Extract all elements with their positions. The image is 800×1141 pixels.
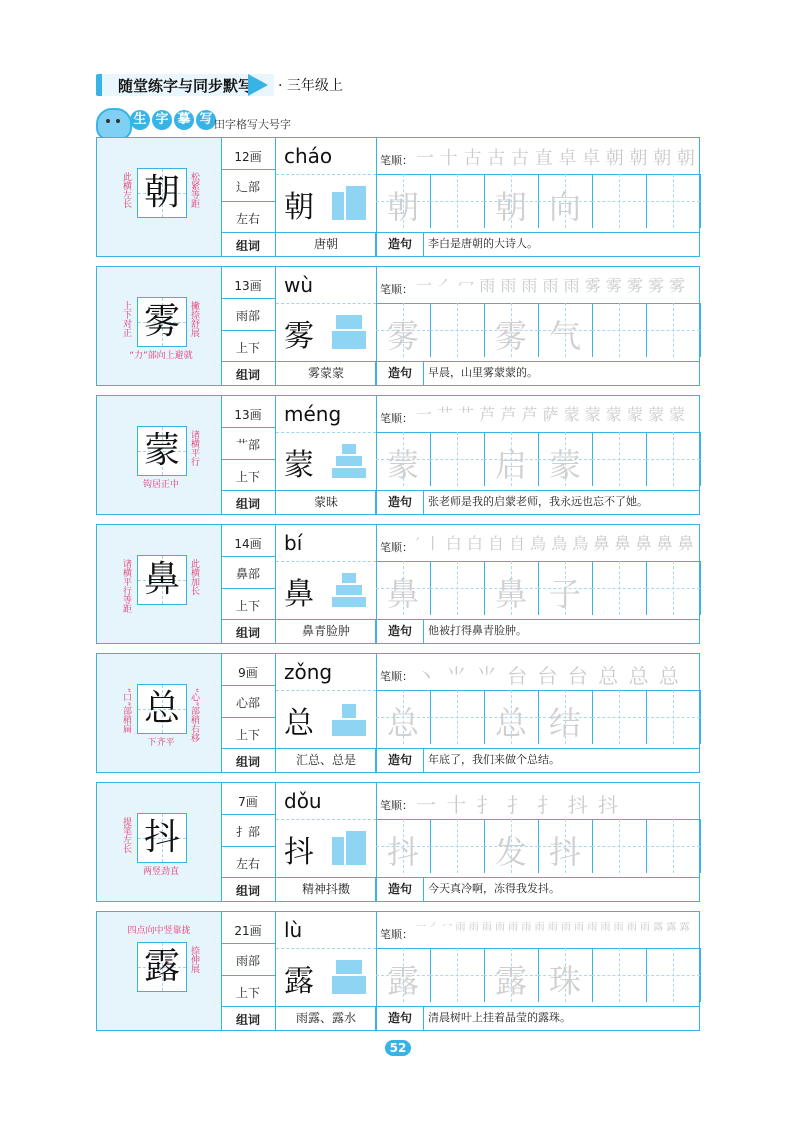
character-card <box>96 266 700 386</box>
writing-tip: 此横加长 <box>189 559 199 595</box>
pinyin: méng <box>284 402 342 426</box>
pinyin: bí <box>284 531 303 555</box>
practice-cell[interactable] <box>646 819 701 873</box>
character-card <box>96 395 700 515</box>
sentence: 年底了，我们来做个总结。 <box>423 749 698 773</box>
book-title: 随堂练字与同步默写 <box>118 77 254 95</box>
stroke-count: 7画 <box>238 795 258 809</box>
trace-char: 总 <box>387 704 420 742</box>
big-character: 露 <box>143 946 180 987</box>
structure: 上下 <box>235 986 260 1000</box>
structure-diagram <box>332 186 366 220</box>
trace-char: 雾 <box>495 317 528 355</box>
word-label: 组词 <box>235 239 260 253</box>
structure: 上下 <box>235 728 260 742</box>
tianzige-box <box>137 555 187 605</box>
section-subtitle: 田字格写大号字 <box>214 118 291 131</box>
char-display <box>97 912 222 1030</box>
stroke-count: 14画 <box>234 537 262 551</box>
model-character: 鼻 <box>284 577 314 612</box>
practice-cell[interactable] <box>646 303 701 357</box>
radical: 心部 <box>235 696 260 710</box>
structure: 上下 <box>235 470 260 484</box>
header-arrow <box>248 74 268 96</box>
practice-cell[interactable] <box>646 948 701 1002</box>
tianzige-box <box>137 297 187 347</box>
word-label: 组词 <box>235 1013 260 1027</box>
character-card <box>96 782 700 902</box>
sentence: 李白是唐朝的大诗人。 <box>423 233 698 257</box>
stroke-order-label: 笔顺： <box>380 412 413 425</box>
radical: 雨部 <box>235 309 260 323</box>
trace-char: 露 <box>387 962 420 1000</box>
tianzige-box <box>137 942 187 992</box>
pinyin-area <box>276 138 376 175</box>
stroke-count: 12画 <box>234 150 262 164</box>
practice-grid <box>376 690 700 744</box>
stroke-count: 21画 <box>234 924 262 938</box>
pinyin: dǒu <box>284 789 322 813</box>
writing-tip: 诸横平行等距 <box>121 559 131 613</box>
radical: 艹部 <box>235 438 260 452</box>
trace-char: 向 <box>549 188 582 226</box>
word-row <box>221 232 699 257</box>
stroke-order: ′ 丨 白 白 自 自 鳥 鳥 鳥 鼻 鼻 鼻 鼻 鼻 <box>416 534 694 553</box>
tianzige-box <box>137 168 187 218</box>
stroke-order: 丶 ⺌ ⺌ 台 台 台 总 总 总 <box>416 664 681 688</box>
radical: ⻌部 <box>235 180 260 194</box>
word: 雨露、露水 <box>275 1007 376 1027</box>
character-card <box>96 524 700 644</box>
big-character: 鼻 <box>143 559 180 600</box>
trace-char: 抖 <box>549 833 582 871</box>
pinyin-area <box>276 525 376 562</box>
practice-cell[interactable] <box>430 819 485 873</box>
structure: 左右 <box>235 212 260 226</box>
big-character: 蒙 <box>143 430 180 471</box>
writing-tip: 下齐平 <box>147 738 175 748</box>
word: 精神抖擞 <box>275 878 376 898</box>
practice-cell[interactable] <box>646 174 701 228</box>
pinyin-area <box>276 396 376 433</box>
character-card <box>96 137 700 257</box>
stroke-count: 13画 <box>234 408 262 422</box>
practice-grid <box>376 174 700 228</box>
writing-tip: 捺伸展 <box>189 946 199 973</box>
practice-cell[interactable] <box>646 432 701 486</box>
pinyin: cháo <box>284 144 333 168</box>
tianzige-box <box>137 684 187 734</box>
writing-tip: 提笔左长 <box>121 817 131 853</box>
practice-cell[interactable] <box>592 690 647 744</box>
radical: 扌部 <box>235 825 260 839</box>
word: 雾蒙蒙 <box>275 362 376 382</box>
writing-tip: 撇捺舒展 <box>189 301 199 337</box>
stroke-order-label: 笔顺： <box>380 541 413 554</box>
sentence: 早晨，山里雾蒙蒙的。 <box>423 362 698 386</box>
section-char: 写 <box>196 110 216 130</box>
word-row <box>221 619 699 644</box>
sentence-label: 造句 <box>375 620 424 644</box>
section-title <box>130 110 216 130</box>
word: 鼻青脸肿 <box>275 620 376 640</box>
sentence-label: 造句 <box>375 362 424 386</box>
sentence: 今天真冷啊，冻得我发抖。 <box>423 878 698 902</box>
big-character: 雾 <box>143 301 180 342</box>
stroke-order: 一 ㇒ 冖 雨 雨 雨 雨 雨 雨 雨 雨 雨 雨 雨 雨 雨 雨 雨 露 露 露 <box>416 922 690 933</box>
trace-char: 总 <box>495 704 528 742</box>
trace-char: 子 <box>549 575 582 613</box>
stroke-order: 一 十 扌 扌 扌 抖 抖 <box>416 793 621 817</box>
model-character: 总 <box>284 706 314 741</box>
section-char: 生 <box>130 110 150 130</box>
char-display <box>97 138 222 256</box>
pinyin: zǒng <box>284 660 333 684</box>
trace-char: 朝 <box>387 188 420 226</box>
stroke-order-label: 笔顺： <box>380 670 413 683</box>
writing-tip: 松紧等距 <box>189 172 199 208</box>
writing-tip: 上下对正 <box>121 301 131 337</box>
practice-cell[interactable] <box>430 174 485 228</box>
word-row <box>221 877 699 902</box>
word-label: 组词 <box>235 884 260 898</box>
trace-char: 结 <box>549 704 582 742</box>
section-char: 字 <box>152 110 172 130</box>
trace-char: 鼻 <box>495 575 528 613</box>
word-row <box>221 361 699 386</box>
practice-grid <box>376 303 700 357</box>
practice-cell[interactable] <box>430 303 485 357</box>
structure-diagram <box>332 315 366 349</box>
structure-diagram <box>332 960 366 994</box>
stroke-order-label: 笔顺： <box>380 154 413 167</box>
practice-cell[interactable] <box>646 561 701 615</box>
trace-char: 气 <box>549 317 582 355</box>
sentence: 清晨树叶上挂着晶莹的露珠。 <box>423 1007 698 1031</box>
word-row <box>221 1006 699 1031</box>
pinyin-area <box>276 267 376 304</box>
writing-tip: 钩居正中 <box>142 480 179 490</box>
trace-char: 朝 <box>495 188 528 226</box>
practice-cell[interactable] <box>592 303 647 357</box>
model-character: 露 <box>284 964 314 999</box>
practice-cell[interactable] <box>646 690 701 744</box>
practice-cell[interactable] <box>592 432 647 486</box>
big-character: 抖 <box>143 817 180 858</box>
mascot-icon <box>96 108 132 140</box>
practice-cell[interactable] <box>592 948 647 1002</box>
writing-tip: “口”部稍扁 <box>121 688 131 734</box>
structure-diagram <box>332 831 366 865</box>
structure-diagram <box>332 702 366 736</box>
practice-cell[interactable] <box>430 561 485 615</box>
stroke-order: 一 十 古 古 古 直 卓 卓 朝 朝 朝 朝 <box>416 148 695 169</box>
stroke-order-label: 笔顺： <box>380 928 413 941</box>
char-display <box>97 396 222 514</box>
radical: 鼻部 <box>235 567 260 581</box>
stroke-order-label: 笔顺： <box>380 799 413 812</box>
stroke-order-label: 笔顺： <box>380 283 413 296</box>
practice-cell[interactable] <box>592 819 647 873</box>
practice-cell[interactable] <box>430 690 485 744</box>
character-card <box>96 653 700 773</box>
stroke-count: 9画 <box>238 666 258 680</box>
model-character: 朝 <box>284 190 314 225</box>
writing-tip: 此横左长 <box>121 172 131 208</box>
practice-cell[interactable] <box>592 174 647 228</box>
structure: 上下 <box>235 341 260 355</box>
trace-char: 抖 <box>387 833 420 871</box>
sentence-label: 造句 <box>375 878 424 902</box>
pinyin-area <box>276 783 376 820</box>
writing-tip: “力”部向上避就 <box>129 351 193 361</box>
section-char: 摹 <box>174 110 194 130</box>
structure: 上下 <box>235 599 260 613</box>
sentence-label: 造句 <box>375 491 424 515</box>
tianzige-box <box>137 426 187 476</box>
word-row <box>221 748 699 773</box>
practice-cell[interactable] <box>430 948 485 1002</box>
word-label: 组词 <box>235 497 260 511</box>
writing-tip: “心”部稍右移 <box>189 688 199 743</box>
practice-grid <box>376 948 700 1002</box>
stroke-count: 13画 <box>234 279 262 293</box>
pinyin: wù <box>284 273 314 297</box>
char-display <box>97 783 222 901</box>
word: 蒙昧 <box>275 491 376 511</box>
word-label: 组词 <box>235 626 260 640</box>
big-character: 朝 <box>143 172 180 213</box>
word-row <box>221 490 699 515</box>
pinyin-area <box>276 654 376 691</box>
sentence-label: 造句 <box>375 749 424 773</box>
sentence-label: 造句 <box>375 233 424 257</box>
radical: 雨部 <box>235 954 260 968</box>
word: 汇总、总是 <box>275 749 376 769</box>
trace-char: 发 <box>495 833 528 871</box>
model-character: 雾 <box>284 319 314 354</box>
big-character: 总 <box>143 688 180 729</box>
writing-tip: 诸横平行 <box>189 430 199 466</box>
char-display <box>97 525 222 643</box>
structure-diagram <box>332 573 366 607</box>
pinyin-area <box>276 912 376 949</box>
char-display <box>97 267 222 385</box>
sentence-label: 造句 <box>375 1007 424 1031</box>
trace-char: 鼻 <box>387 575 420 613</box>
word: 唐朝 <box>275 233 376 253</box>
writing-tip: 四点向中竖靠拢 <box>127 926 191 936</box>
word-label: 组词 <box>235 755 260 769</box>
trace-char: 珠 <box>549 962 582 1000</box>
practice-grid <box>376 561 700 615</box>
model-character: 抖 <box>284 835 314 870</box>
tianzige-box <box>137 813 187 863</box>
stroke-order: 一 艹 艹 芦 芦 芦 萨 蒙 蒙 蒙 蒙 蒙 蒙 <box>416 405 686 424</box>
trace-char: 蒙 <box>387 446 420 484</box>
sentence: 张老师是我的启蒙老师，我永远也忘不了她。 <box>423 491 698 515</box>
grade-label: · 三年级上 <box>278 78 343 94</box>
structure-diagram <box>332 444 366 478</box>
model-character: 蒙 <box>284 448 314 483</box>
char-display <box>97 654 222 772</box>
word-label: 组词 <box>235 368 260 382</box>
sentence: 他被打得鼻青脸肿。 <box>423 620 698 644</box>
trace-char: 露 <box>495 962 528 1000</box>
trace-char: 雾 <box>387 317 420 355</box>
page-number: 52 <box>385 1040 411 1056</box>
practice-grid <box>376 819 700 873</box>
practice-cell[interactable] <box>592 561 647 615</box>
pinyin: lù <box>284 918 303 942</box>
trace-char: 启 <box>495 446 528 484</box>
practice-grid <box>376 432 700 486</box>
writing-tip: 两竖劲直 <box>142 867 179 877</box>
character-card <box>96 911 700 1031</box>
structure: 左右 <box>235 857 260 871</box>
practice-cell[interactable] <box>430 432 485 486</box>
trace-char: 蒙 <box>549 446 582 484</box>
stroke-order: 一 ㇒ 冖 雨 雨 雨 雨 雨 雾 雾 雾 雾 雾 <box>416 276 686 295</box>
